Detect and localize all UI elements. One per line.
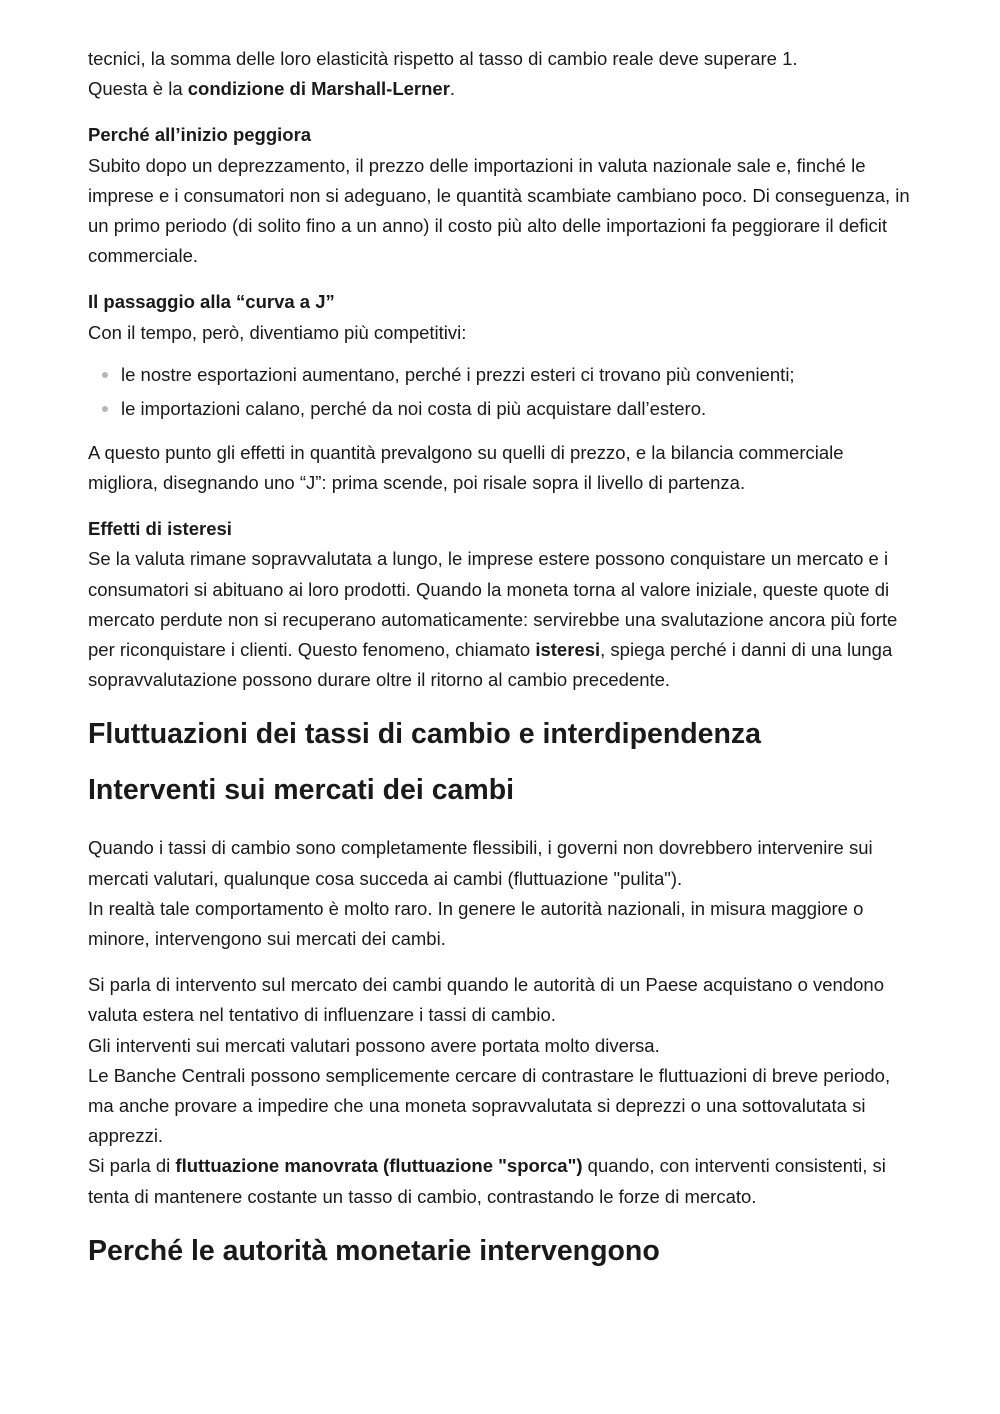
interventi-p2-line4 xyxy=(88,1151,918,1211)
intro-line-1: tecnici, la somma delle loro elasticità rispetto al tasso di cambio reale deve superare 1. xyxy=(88,48,798,69)
interventi-p2-line2: Gli interventi sui mercati valutari possono avere portata molto diversa. xyxy=(88,1034,660,1056)
intro-line-2 xyxy=(88,74,918,104)
interventi-p1-line2: In realtà tale comportamento è molto raro. In genere le autorità nazionali, in misura maggiore o minore, intervengono sui mercati dei cambi. xyxy=(88,897,864,950)
section-peggiora xyxy=(88,120,918,271)
intro-paragraph xyxy=(88,44,918,104)
heading-interventi: Interventi sui mercati dei cambi xyxy=(88,774,515,807)
marshall-lerner-term: condizione di Marshall-Lerner xyxy=(187,78,450,100)
manovrata-text-start: Si parla di xyxy=(88,1155,176,1177)
isteresi-text-end: , spiega perché i danni di una lunga sopravvalutazione possono durare oltre il ritorno al cambio precedente. xyxy=(88,639,893,691)
intro-text: Questa è la xyxy=(88,78,188,100)
curva-j-text: Con il tempo, però, diventiamo più competitivi: xyxy=(88,321,467,343)
subheading-isteresi: Effetti di isteresi xyxy=(88,518,232,540)
isteresi-text xyxy=(88,544,918,695)
heading-perche: Perché le autorità monetarie intervengono xyxy=(88,1234,660,1267)
subheading-curva-j: Il passaggio alla “curva a J” xyxy=(88,291,335,313)
fluttuazione-manovrata-term: fluttuazione manovrata (fluttuazione "sporca") xyxy=(175,1155,583,1177)
section-curva-j xyxy=(88,287,918,347)
interventi-p2-line1: Si parla di intervento sul mercato dei cambi quando le autorità di un Paese acquistano o vendono valuta estera nel tentativo di influenzare i tassi di cambio. xyxy=(88,974,885,1026)
list-item xyxy=(102,392,918,426)
interventi-p2-line3: Le Banche Centrali possono semplicemente cercare di contrastare le fluttuazioni di breve periodo, ma anche provare a impedire che una moneta sopravvalutata si deprezzi o una sottovalutata si apprezzi. xyxy=(88,1064,891,1147)
isteresi-term: isteresi xyxy=(535,639,601,661)
section-isteresi xyxy=(88,514,918,695)
curva-j-after-text: A questo punto gli effetti in quantità prevalgono su quelli di prezzo, e la bilancia commerciale migliora, disegnando uno “J”: prima scende, poi risale sopra il livello di partenza. xyxy=(88,441,844,494)
curva-j-conclusion xyxy=(88,438,918,498)
isteresi-text-start: Se la valuta rimane sopravvalutata a lungo, le imprese estere possono conquistare un mercato e i consumatori si abituano ai loro prodotti. Quando la moneta torna al valore iniziale, queste quote di mercato perdute non si recuperano automaticamente: servirebbe una svalutazione ancora più forte per riconquistare i clienti. Questo fenomeno, chiamato xyxy=(88,548,898,661)
interventi-p1-line1: Quando i tassi di cambio sono completamente flessibili, i governi non dovrebbero intervenire sui mercati valutari, qualunque cosa succeda ai cambi (fluttuazione "pulita"). xyxy=(88,837,873,889)
list-item-text: le importazioni calano, perché da noi costa di più acquistare dall’estero. xyxy=(121,397,707,419)
manovrata-text-end: quando, con interventi consistenti, si tenta di mantenere costante un tasso di cambio, contrastando le forze di mercato. xyxy=(88,1155,886,1207)
curva-j-list xyxy=(88,358,918,426)
subheading-peggiora: Perché all’inizio peggiora xyxy=(88,124,312,146)
peggiora-text: Subito dopo un deprezzamento, il prezzo delle importazioni in valuta nazionale sale e, finché le imprese e i consumatori non si adeguano, le quantità scambiate cambiano poco. Di conseguenza, in un primo periodo (di solito fino a un anno) il costo più alto delle importazioni fa peggiorare il deficit commerciale. xyxy=(88,154,910,267)
bullet-icon xyxy=(102,372,108,378)
list-item xyxy=(102,358,918,392)
intro-period: . xyxy=(449,78,456,100)
bullet-icon xyxy=(102,406,108,412)
interventi-paragraph-2 xyxy=(88,970,918,1212)
list-item-text: le nostre esportazioni aumentano, perché i prezzi esteri ci trovano più convenienti; xyxy=(121,363,795,385)
document-page xyxy=(88,44,918,1270)
heading-fluttuazioni: Fluttuazioni dei tassi di cambio e interdipendenza xyxy=(88,718,762,751)
interventi-paragraph-1 xyxy=(88,833,918,954)
